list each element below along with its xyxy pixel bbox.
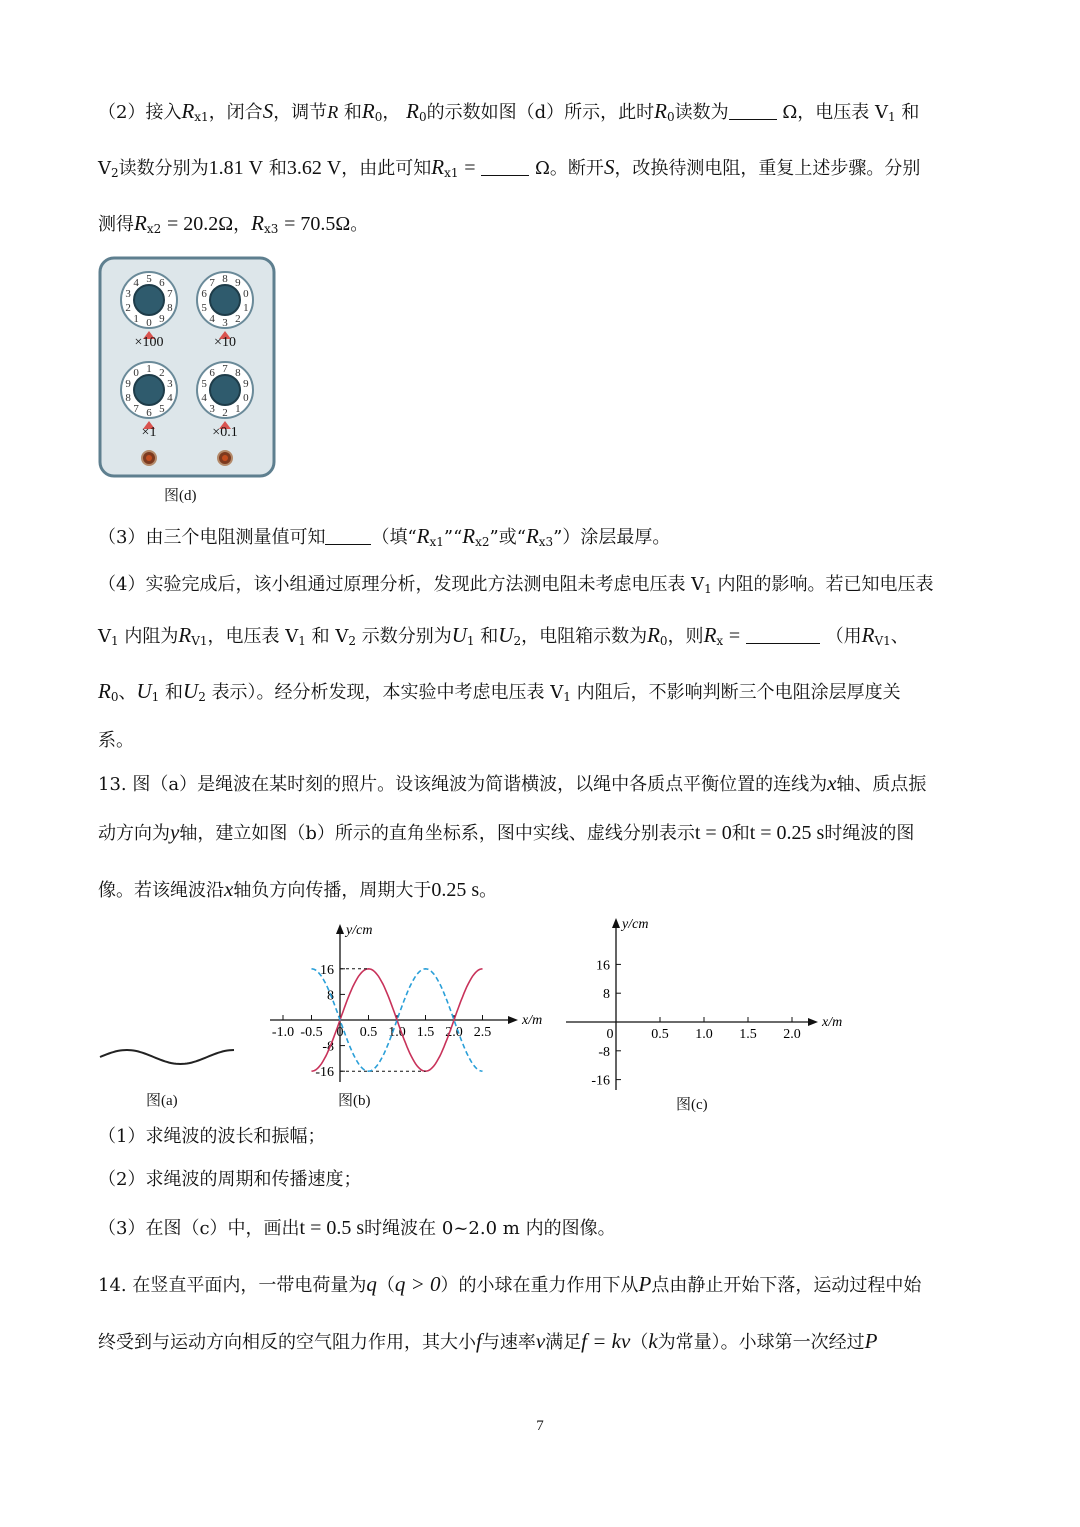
dial-digit: 9: [235, 277, 241, 290]
terminal-right-core: [222, 455, 228, 461]
wave-chart-b: [262, 922, 550, 1090]
q13-line3: 像。若该绳波沿x轴负方向传播，周期大于0.25 s。: [98, 877, 498, 901]
figure-d-caption: 图(d): [164, 488, 197, 504]
q12-part4-line2: $V_1$ 内阻为$R_{V1}$，电压表 $V_1$ 和 $V_2$ 示数分别为$U_1$ 和$U_2$，电阻箱示数为$R_0$，则$R_x$ = （用$R_{V1}$、: [98, 623, 909, 648]
q12-part2-line3: 测得$R_{x2} = 20.2\Omega$，$R_{x3} = 70.5\Omega$。: [98, 211, 369, 236]
x-tick-label: 0: [606, 1027, 614, 1042]
q14-line1: 14. 在竖直平面内，一带电荷量为q（q > 0）的小球在重力作用下从P点由静止开始下落，运动过程中始: [98, 1272, 922, 1296]
dial-digit: 8: [125, 391, 131, 404]
page-number: 7: [536, 1418, 544, 1434]
dial-digit: 4: [201, 391, 207, 404]
dial-knob[interactable]: [210, 375, 240, 405]
dial-digit: 6: [159, 277, 165, 290]
dial-multiplier-label: ×10: [214, 335, 236, 350]
y-tick-label: 16: [596, 958, 610, 974]
dial-digit: 7: [133, 402, 139, 415]
dial-multiplier-label: ×100: [134, 335, 164, 350]
y-axis-arrow-icon: [336, 924, 344, 934]
dial-digit: 0: [133, 367, 139, 380]
x-axis-arrow-icon: [808, 1018, 818, 1026]
blank-chart-c: [564, 914, 854, 1098]
rope-wave-curve: [100, 1050, 234, 1064]
dial-digit: 2: [222, 407, 228, 419]
dial-digit: 5: [159, 402, 165, 415]
dial-digit: 9: [159, 312, 165, 325]
q12-part4-line1: （4）实验完成后，该小组通过原理分析，发现此方法测电阻未考虑电压表 $V_1$ 内阻的影响。若已知电压表: [98, 574, 934, 596]
dial-digit: 9: [125, 378, 131, 391]
q13-sub1: （1）求绳波的波长和振幅；: [98, 1126, 326, 1147]
dial-digit: 7: [222, 363, 228, 375]
dial-digit: 1: [243, 301, 249, 314]
x-tick-label: 1.5: [739, 1027, 757, 1042]
x-tick-label: 2.0: [445, 1025, 463, 1040]
dial-digit: 0: [243, 288, 249, 301]
y-axis-arrow-icon: [612, 918, 620, 928]
dial-digit: 1: [146, 363, 152, 375]
y-axis-label: y/cm: [622, 917, 649, 932]
answer-blank-rx-formula: [746, 625, 820, 644]
q12-part4-line4: 系。: [98, 730, 134, 751]
x-axis-arrow-icon: [508, 1016, 518, 1024]
dial-digit: 7: [209, 277, 215, 290]
y-tick-label: 16: [320, 962, 334, 978]
dial-digit: 8: [167, 301, 173, 314]
dial-digit: 8: [222, 273, 228, 285]
dial-digit: 1: [133, 312, 139, 325]
y-axis-label: y/cm: [346, 923, 373, 938]
q12-part2-line1: （2）接入$R_{x1}$，闭合S，调节R 和$R_0$， $R_0$的示数如图（d）所示，此时$R_0$读数为 Ω，电压表 $V_1$ 和: [98, 99, 920, 124]
dial-digit: 9: [243, 378, 249, 391]
dial-digit: 0: [146, 317, 152, 329]
q13-sub2: （2）求绳波的周期和传播速度；: [98, 1169, 362, 1190]
answer-blank-r0: [729, 101, 777, 120]
x-tick-label: 0: [336, 1025, 344, 1040]
x-axis-label: x/m: [822, 1015, 843, 1030]
answer-blank-rx1: [481, 157, 529, 176]
x-tick-label: -1.0: [271, 1025, 295, 1040]
dial-knob[interactable]: [134, 375, 164, 405]
dial-digit: 4: [209, 312, 215, 325]
q12-part4-line3: $R_0$、$U_1$ 和$U_2$ 表示）。经分析发现，本实验中考虑电压表 $V_1$ 内阻后，不影响判断三个电阻涂层厚度关: [98, 679, 901, 704]
dial-digit: 6: [146, 407, 152, 419]
y-tick-label: -8: [598, 1044, 610, 1060]
q12-part2-line2: $V_2$读数分别为1.81 V 和3.62 V，由此可知$R_{x1} = \Omega$。断开S，改换待测电阻，重复上述步骤。分别: [98, 155, 921, 180]
dial-digit: 3: [125, 288, 131, 301]
dial-digit: 3: [209, 402, 215, 415]
dial-digit: 5: [201, 378, 207, 391]
resistance-box-figure: [98, 256, 278, 480]
figure-c-caption: 图(c): [676, 1097, 708, 1113]
dial-multiplier-label: ×1: [141, 425, 157, 440]
dial-digit: 2: [125, 301, 131, 314]
figure-b-caption: 图(b): [338, 1093, 371, 1109]
q13-sub3: （3）在图（c）中，画出t = 0.5 s时绳波在 0~2.0 m 内的图像。: [98, 1217, 616, 1239]
q14-line2: 终受到与运动方向相反的空气阻力作用，其大小f与速率v满足f = kv（k为常量）。小球第一次经过P: [98, 1329, 878, 1353]
dial-knob[interactable]: [134, 285, 164, 315]
dial-digit: 3: [222, 317, 228, 329]
dial-digit: 0: [243, 391, 249, 404]
q13-line2: 动方向为y轴，建立如图（b）所示的直角坐标系，图中实线、虚线分别表示t = 0和t = 0.25 s时绳波的图: [98, 820, 915, 844]
dial-digit: 4: [167, 391, 173, 404]
q13-line1: 13. 图（a）是绳波在某时刻的照片。设该绳波为简谐横波，以绳中各质点平衡位置的连线为x轴、质点振: [98, 771, 927, 795]
figure-a-caption: 图(a): [146, 1093, 178, 1109]
rope-wave-figure-a: [98, 1040, 238, 1074]
x-tick-label: 0.5: [359, 1025, 378, 1040]
dial-digit: 8: [235, 367, 241, 380]
dial-digit: 2: [235, 312, 241, 325]
answer-blank-thickest: [325, 526, 371, 545]
dial-digit: 4: [133, 277, 139, 290]
dial-digit: 7: [167, 288, 173, 301]
x-tick-label: 1.5: [416, 1025, 435, 1040]
q12-part3: （3）由三个电阻测量值可知 （填“$R_{x1}”“R_{x2}$”或“$R_{x3}$”）涂层最厚。: [98, 524, 671, 549]
x-tick-label: -0.5: [300, 1025, 323, 1040]
dial-digit: 6: [201, 288, 207, 301]
terminal-left-core: [146, 455, 152, 461]
x-tick-label: 2.0: [783, 1027, 801, 1042]
x-tick-label: 0.5: [651, 1027, 669, 1042]
x-tick-label: 1.0: [695, 1027, 713, 1042]
dial-digit: 5: [146, 273, 152, 285]
y-tick-label: -8: [322, 1039, 334, 1055]
dial-digit: 5: [201, 301, 207, 314]
y-tick-label: 8: [603, 987, 610, 1003]
y-tick-label: -16: [591, 1073, 610, 1089]
dial-digit: 6: [209, 367, 215, 380]
dial-digit: 3: [167, 378, 173, 391]
dial-digit: 1: [235, 402, 241, 415]
y-tick-label: 8: [327, 988, 334, 1004]
dial-digit: 2: [159, 367, 165, 380]
dial-multiplier-label: ×0.1: [212, 425, 238, 440]
y-tick-label: -16: [315, 1065, 334, 1081]
x-tick-label: 2.5: [473, 1025, 492, 1040]
x-tick-label: 1.0: [388, 1025, 406, 1040]
x-axis-label: x/m: [522, 1013, 543, 1028]
dial-knob[interactable]: [210, 285, 240, 315]
